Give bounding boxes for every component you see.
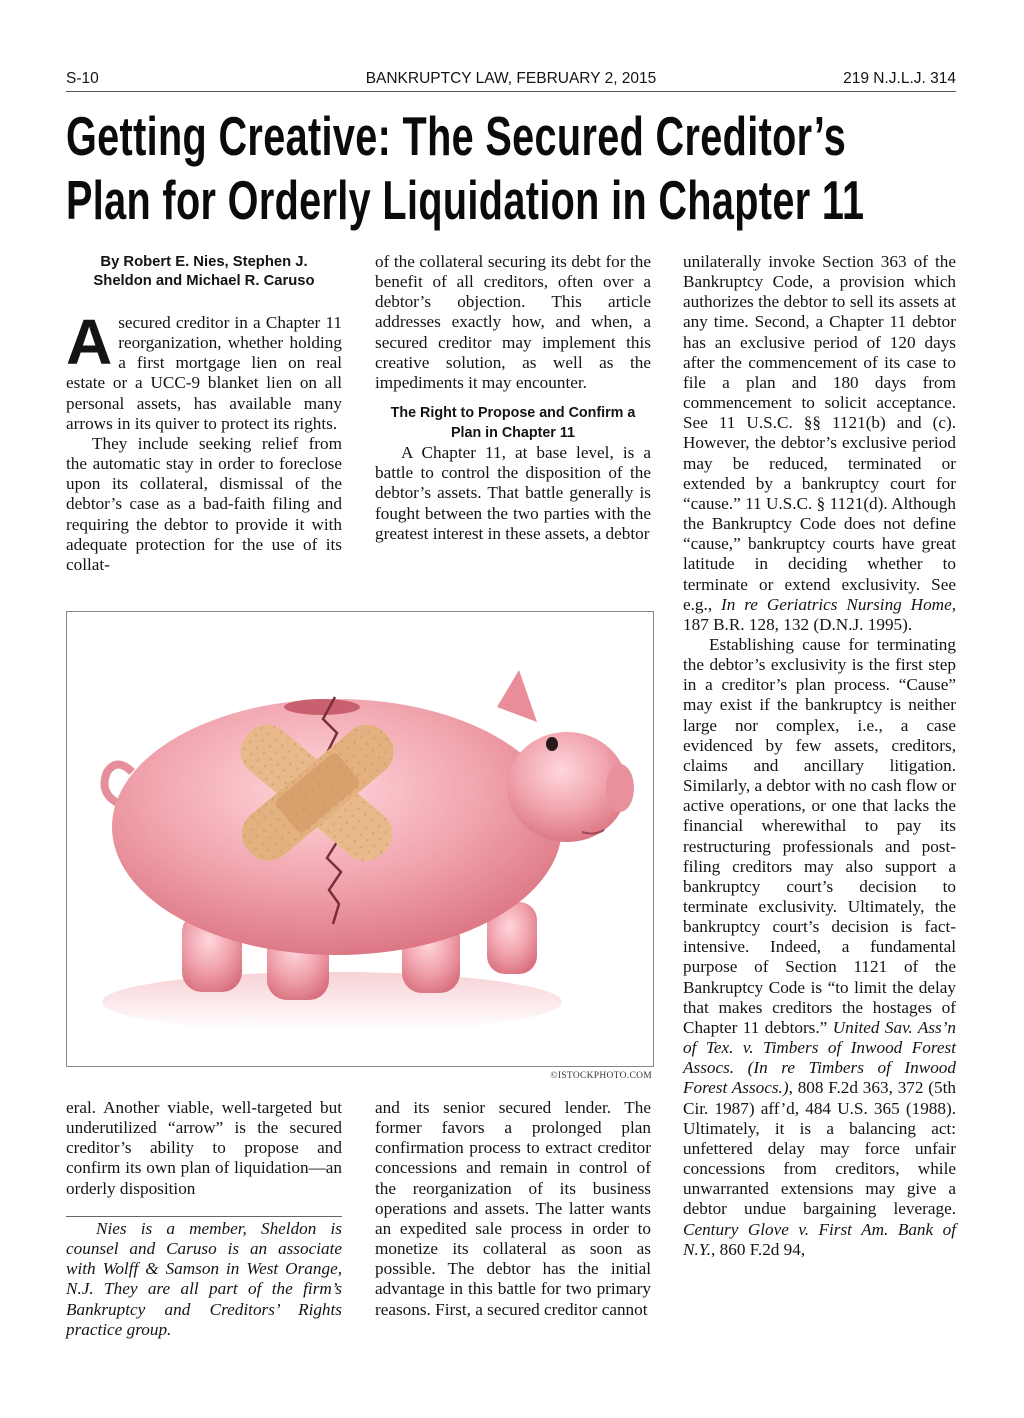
column-3: [683, 252, 956, 1260]
case-citation: United Sav. Ass’n of Tex. v. Timbers of Inwood Forest Assocs. (In re Timbers of Inwood Forest Assocs.): [683, 1017, 957, 1098]
byline-line-2: Sheldon and Michael R. Caruso: [93, 273, 315, 289]
byline: [66, 253, 342, 291]
paragraph: eral. Another viable, well-targeted but underutilized “arrow” is the secured creditor’s ability to propose and confirm its own plan of liquidation—an orderly disposition: [66, 1098, 342, 1198]
lead-paragraph: Asecured creditor in a Chapter 11 reorganization, whether holding a first mortgage lien on real estate or a UCC-9 blanket lien on all personal assets, has available many arrows in its quiver to protect its rights.: [66, 306, 342, 433]
column-1-bottom: [66, 1098, 342, 1199]
paragraph: They include seeking relief from the automatic stay in order to foreclose upon its collateral, dismissal of the debtor’s case as a bad-faith filing and requiring the debtor to provide it with adequate protection for the use of its collat-: [66, 433, 342, 574]
paragraph: Establishing cause for terminating the debtor’s exclusivity is the first step in a creditor’s plan process. “Cause” may exist if the bankruptcy is neither large nor complex, i.e., a case evidenced by few assets, creditors, claims and ancillary litigation. Similarly, a debtor with no cash flow or active operations, or one that lacks the financial wherewithal to pay its restructuring professionals and post-filing creditors may also support a bankruptcy court’s decision to terminate exclusivity. Ultimately, the bankruptcy court’s decision is fact-intensive. Indeed, a fundamental purpose of Section 1121 of the Bankruptcy Code is “to limit the delay that makes creditors the hostages of Chapter 11 debtors.” United Sav. Ass’n of Tex. v. Timbers of Inwood Forest Assocs. (In re Timbers of Inwood Forest Assocs.), 808 F.2d 363, 372 (5th Cir. 1987) aff’d, 484 U.S. 365 (1988). Ultimately, it is a balancing act: unfettered delay may force unfair concessions from creditors, while unwarranted extensions may give a debtor undue bargaining leverage. Century Glove v. First Am. Bank of N.Y., 860 F.2d 94,: [683, 634, 957, 1259]
paragraph: of the collateral securing its debt for the benefit of all creditors, often over a debtor’s objection. This article addresses exactly how, and when, a secured creditor may implement this creative solution, as well as the impediments it may encounter.: [375, 252, 651, 392]
author-note: Nies is a member, Sheldon is counsel and Caruso is an associate with Wolff & Samson in West Orange, N.J. They are all part of the firm’s Bankruptcy and Creditors’ Rights practice group.: [66, 1219, 342, 1339]
section-subhead: The Right to Propose and Confirm a Plan in Chapter 11: [390, 405, 636, 442]
column-2-bottom: [375, 1098, 651, 1320]
drop-cap: A: [66, 306, 113, 378]
running-header: [66, 69, 956, 91]
title-line-2: Plan for Orderly Liquidation in Chapter 11: [66, 169, 865, 231]
column-2-top: [375, 252, 651, 544]
title-line-1: Getting Creative: The Secured Creditor’s: [66, 105, 847, 167]
case-citation: In re Geriatrics Nursing Home: [721, 594, 952, 614]
article-title: [66, 104, 865, 232]
publication-line: BANKRUPTCY LAW, FEBRUARY 2, 2015: [365, 70, 657, 87]
image-credit: ©ISTOCKPHOTO.COM: [550, 1071, 652, 1081]
paragraph: A Chapter 11, at base level, is a battle to control the disposition of the debtor’s assets. That battle generally is fought between the two parties with the greatest interest in these assets, a debtor: [375, 443, 651, 543]
case-citation: Century Glove v. First Am. Bank of N.Y.: [683, 1219, 956, 1259]
page-number: S-10: [66, 70, 99, 87]
paragraph: unilaterally invoke Section 363 of the Bankruptcy Code, a provision which authorizes the debtor to sell its assets at any time. Second, a Chapter 11 debtor has an exclusive period of 120 days after the commencement of its case to file a plan and 180 days from commencement to solicit acceptance. See 11 U.S.C. §§ 1121(b) and (c). However, the debtor’s exclusive period may be reduced, terminated or extended by a bankruptcy court for “cause.” 11 U.S.C. § 1121(d). Although the Bankruptcy Code does not define “cause,” bankruptcy courts have great latitude in deciding whether to terminate or extend exclusivity. See e.g., In re Geriatrics Nursing Home, 187 B.R. 128, 132 (D.N.J. 1995).: [683, 252, 956, 634]
byline-line-1: By Robert E. Nies, Stephen J.: [100, 254, 308, 270]
column-1-top: [66, 306, 342, 575]
piggy-bank-illustration: [66, 611, 654, 1067]
citation: 219 N.J.L.J. 314: [843, 70, 956, 87]
piggy-bank-icon: [67, 612, 653, 1066]
paragraph: and its senior secured lender. The former favors a prolonged plan confirmation process to extract creditor concessions and remain in control of the reorganization of its business operations and assets. The latter wants an expedited sale process in order to monetize its collateral as soon as possible. The debtor has the initial advantage in this battle for two primary reasons. First, a secured creditor cannot: [375, 1098, 651, 1319]
footnote-rule: [66, 1216, 342, 1217]
header-rule: [66, 91, 956, 92]
